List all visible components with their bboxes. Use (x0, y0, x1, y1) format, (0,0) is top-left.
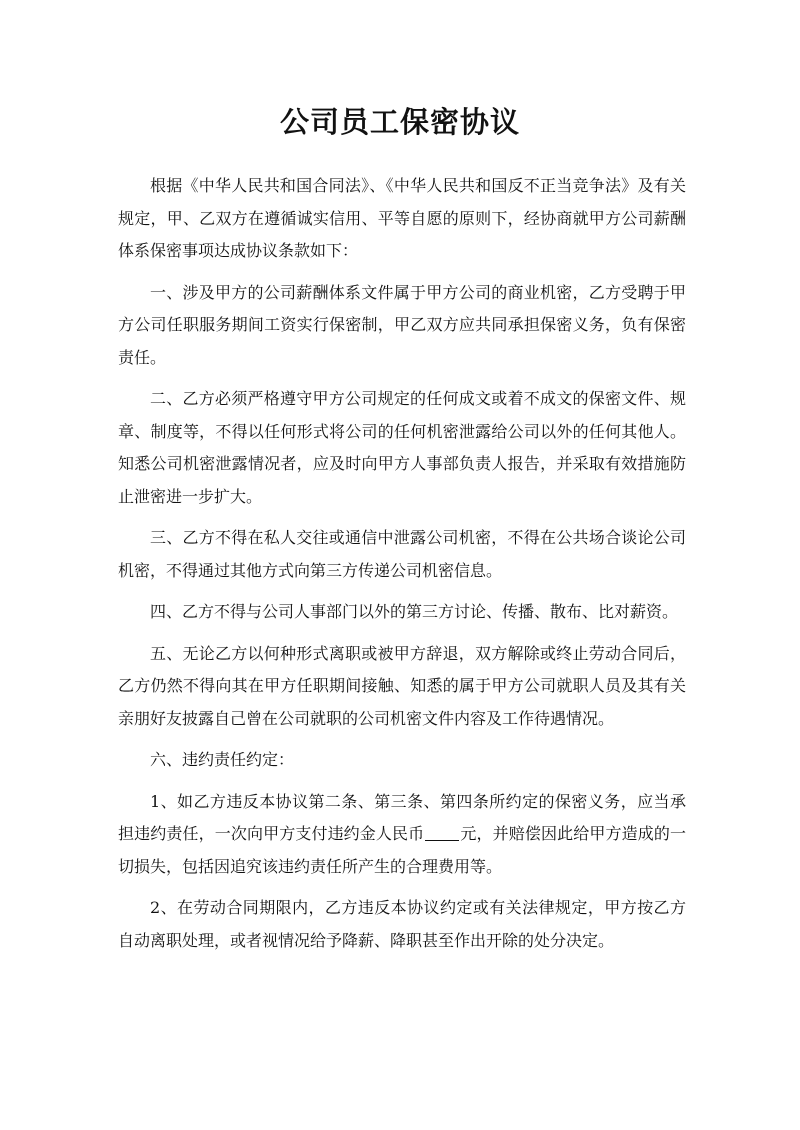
clause-6-1-text-b: 元，并赔偿因此给甲方造成的一切损失，包括因追究该违约责任所产生的合理费用等。 (118, 824, 686, 876)
paragraph-clause-2: 二、乙方必须严格遵守甲方公司规定的任何成文或着不成文的保密文件、规章、制度等，不得以任何形式将公司的任何机密泄露给公司以外的任何其他人。知悉公司机密泄露情况者，应及时向甲方人事部负责人报告，并采取有效措施防止泄密进一步扩大。 (118, 389, 686, 506)
paragraph-clause-3: 三、乙方不得在私人交往或通信中泄露公司机密，不得在公共场合谈论公司机密，不得通过其他方式向第三方传递公司机密信息。 (118, 528, 686, 580)
paragraph-clause-1: 一、涉及甲方的公司薪酬体系文件属于甲方公司的商业机密，乙方受聘于甲方公司任职服务期间工资实行保密制，甲乙双方应共同承担保密义务，负有保密责任。 (118, 282, 686, 367)
clause-6-1-text-a: 1、如乙方违反本协议第二条、第三条、第四条所约定的保密义务，应当承担违约责任，一次向甲方支付违约金人民币 (118, 791, 686, 843)
document-body (118, 170, 686, 966)
paragraph-intro: 根据《中华人民共和国合同法》、《中华人民共和国反不正当竞争法》及有关规定，甲、乙双方在遵循诚实信用、平等自愿的原则下，经协商就甲方公司薪酬体系保密事项达成协议条款如下： (118, 176, 686, 260)
document-title: 公司员工保密协议 (279, 105, 520, 139)
paragraph-clause-6-1 (118, 786, 686, 884)
paragraph-clause-6-heading: 六、违约责任约定： (150, 750, 295, 769)
paragraph-clause-6-2: 2、在劳动合同期限内，乙方违反本协议约定或有关法律规定，甲方按乙方自动离职处理，或者视情况给予降薪、降职甚至作出开除的处分决定。 (118, 898, 686, 950)
penalty-amount-blank (425, 824, 459, 841)
paragraph-clause-5: 五、无论乙方以何种形式离职或被甲方辞退，双方解除或终止劳动合同后，乙方仍然不得向其在甲方任职期间接触、知悉的属于甲方公司就职人员及其有关亲朋好友披露自己曾在公司就职的公司机密文件内容及工作待遇情况。 (118, 643, 686, 728)
paragraph-clause-4: 四、乙方不得与公司人事部门以外的第三方讨论、传播、散布、比对薪资。 (150, 602, 679, 621)
